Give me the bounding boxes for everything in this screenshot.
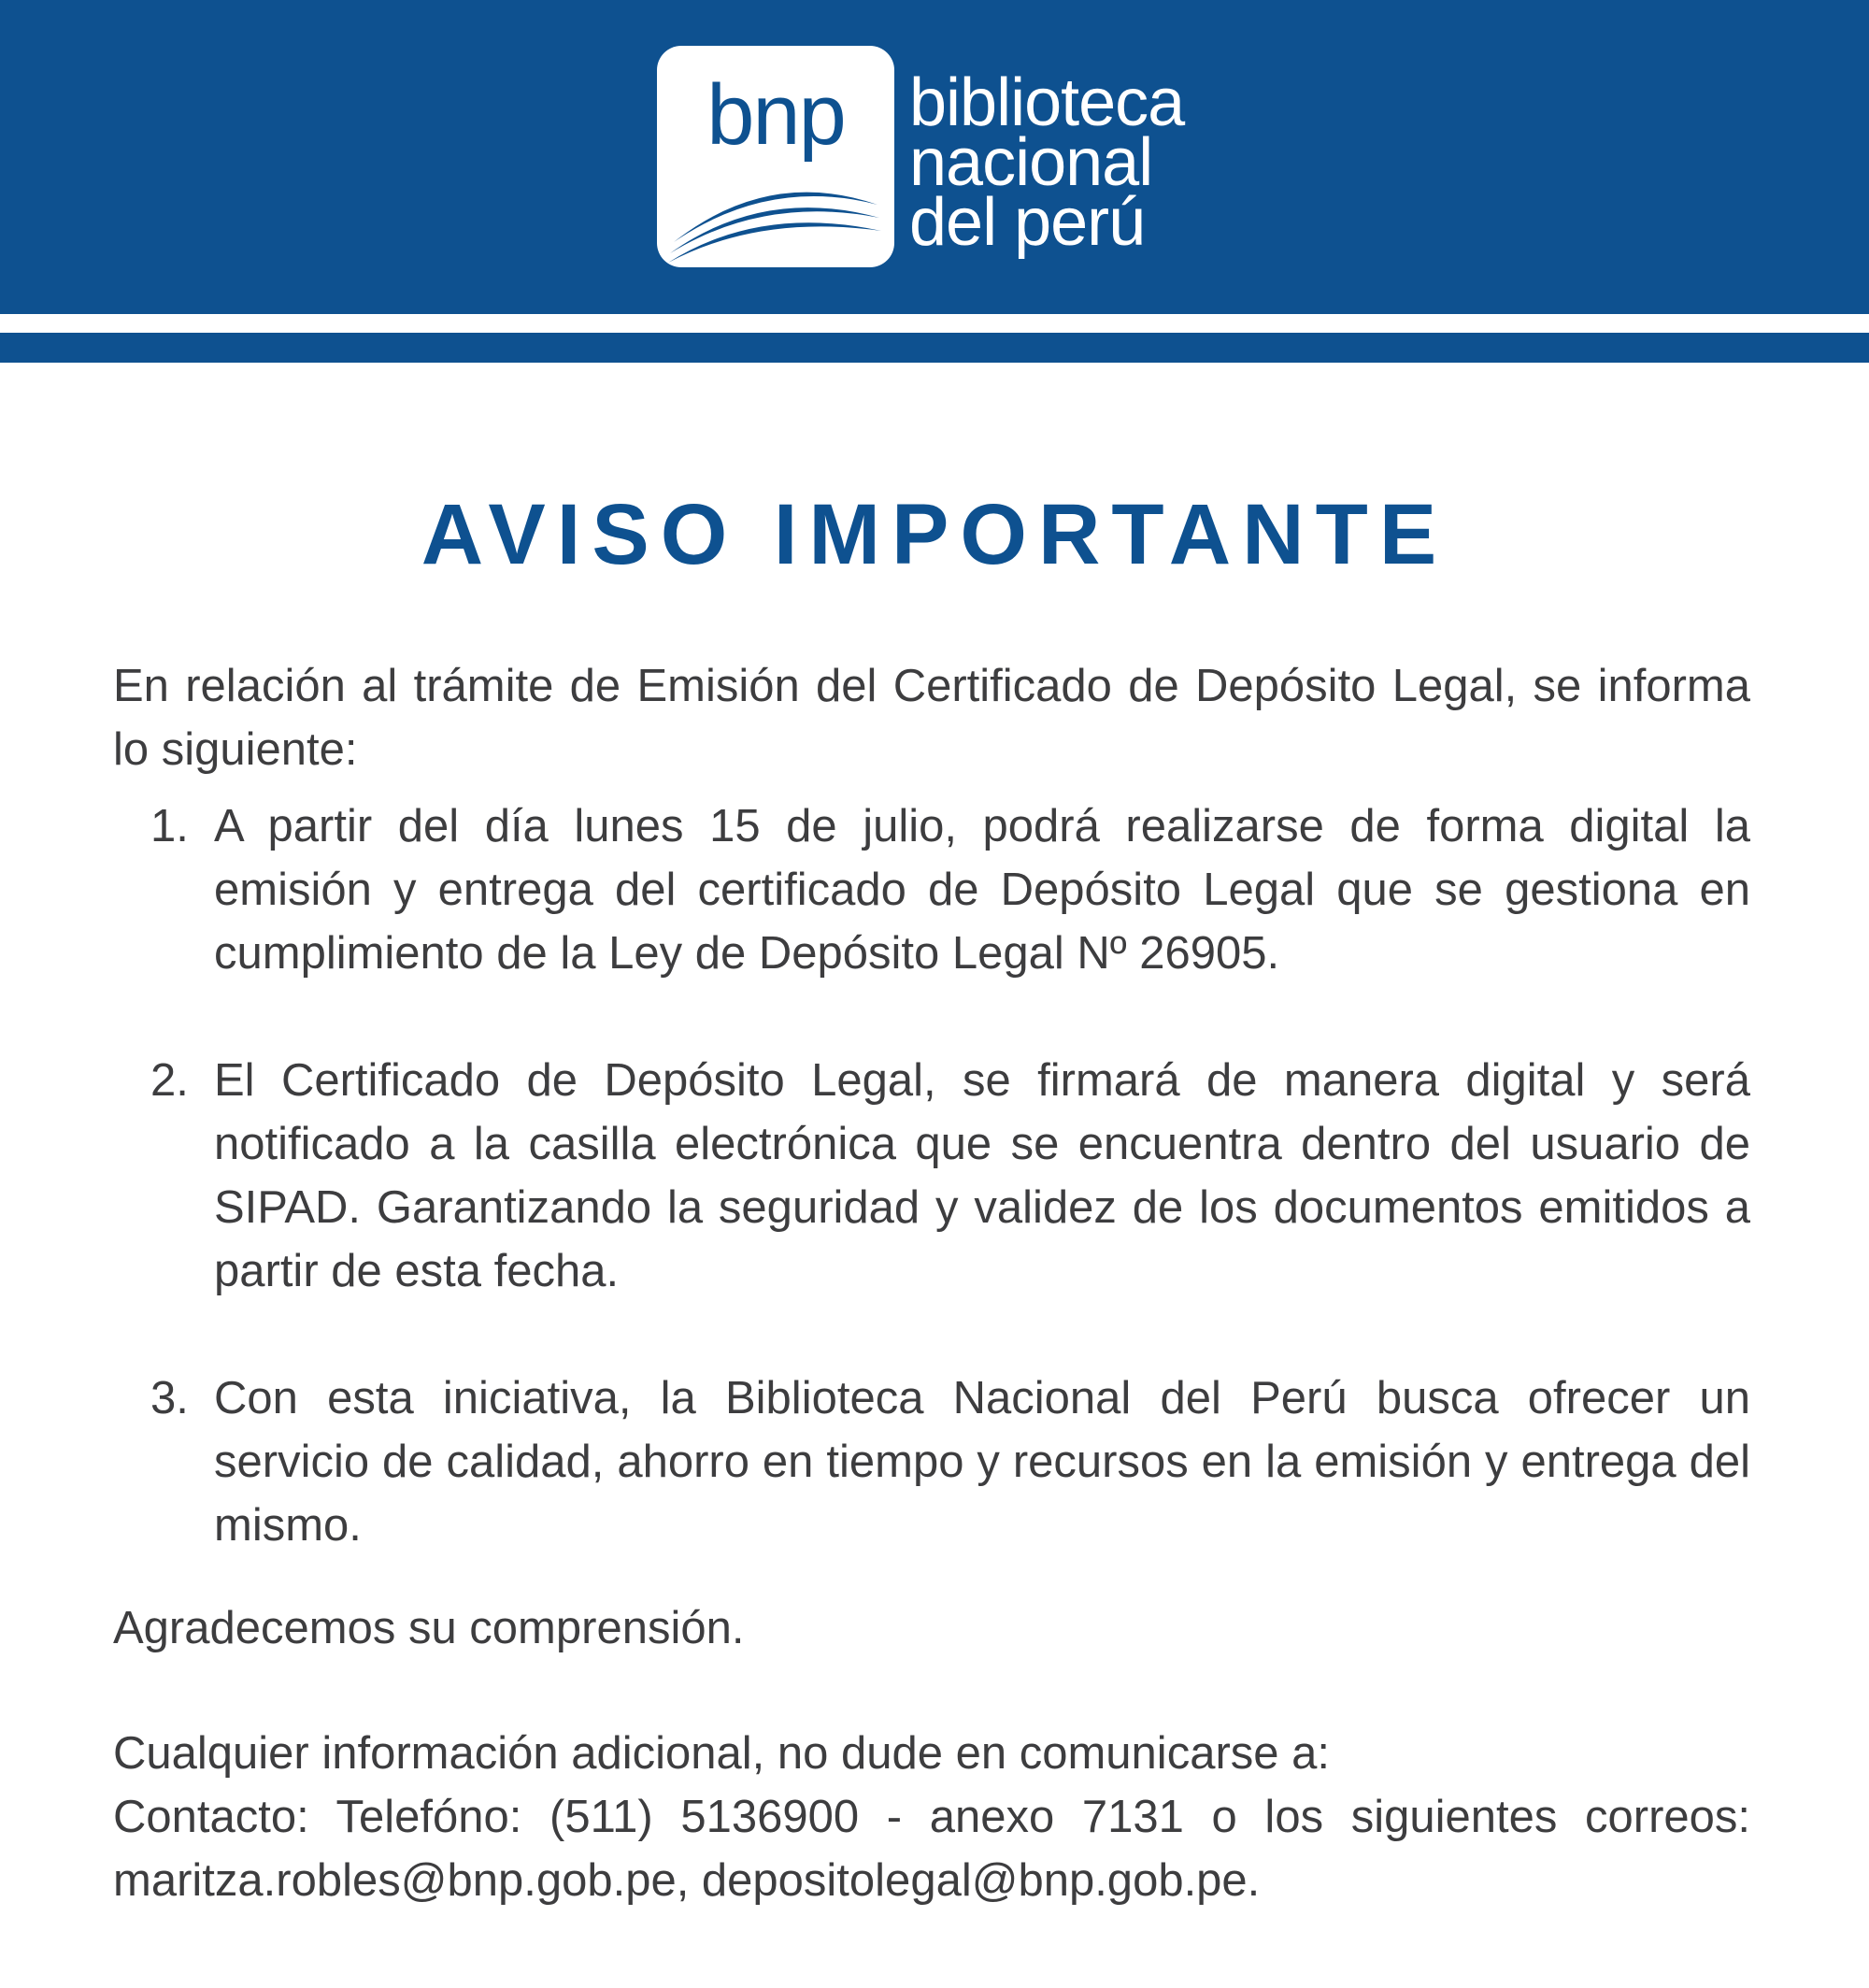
- header-stripe: [0, 333, 1869, 363]
- list-item-text: El Certificado de Depósito Legal, se firmará de manera digital y será notificado a la casilla electrónica que se encuentra dentro del usuario de SIPAD. Garantizando la seguridad y validez de los documentos emitidos a partir de esta fecha.: [214, 1055, 1750, 1296]
- contact-details: Contacto: Telefóno: (511) 5136900 - anexo 7131 o los siguientes correos: maritza.robles@bnp.gob.pe, depositolegal@bnp.gob.pe.: [113, 1792, 1750, 1906]
- notice-title: AVISO IMPORTANTE: [421, 487, 1448, 582]
- logo-line-2: nacional: [909, 125, 1153, 200]
- intro-paragraph: En relación al trámite de Emisión del Certificado de Depósito Legal, se informa lo siguiente:: [113, 661, 1750, 775]
- bnp-logo: [657, 46, 894, 267]
- list-item: [113, 1049, 1750, 1303]
- list-item: [113, 1366, 1750, 1557]
- logo-abbreviation: bnp: [706, 67, 845, 163]
- header-banner: [0, 0, 1869, 314]
- contact-lead: Cualquier información adicional, no dude en comunicarse a:: [113, 1728, 1330, 1779]
- logo-line-1: biblioteca: [909, 65, 1185, 140]
- notice-list: [113, 794, 1750, 1557]
- list-item-number: 1.: [150, 801, 189, 851]
- list-item-text: A partir del día lunes 15 de julio, podrá realizarse de forma digital la emisión y entrega del certificado de Depósito Legal que se gestiona en cumplimiento de la Ley de Depósito Legal Nº 26905.: [214, 801, 1750, 979]
- notice-body: [113, 654, 1750, 1912]
- list-item: [113, 794, 1750, 985]
- list-item-number: 2.: [150, 1055, 189, 1106]
- thanks-paragraph: Agradecemos su comprensión.: [113, 1603, 745, 1653]
- list-item-text: Con esta iniciativa, la Biblioteca Nacional del Perú busca ofrecer un servicio de calidad, ahorro en tiempo y recursos en la emisión y entrega del mismo.: [214, 1373, 1750, 1551]
- logo-arcs-icon: [657, 177, 894, 267]
- list-item-number: 3.: [150, 1373, 189, 1423]
- logo-wordmark: [909, 65, 1185, 260]
- logo-line-3: del perú: [909, 185, 1146, 260]
